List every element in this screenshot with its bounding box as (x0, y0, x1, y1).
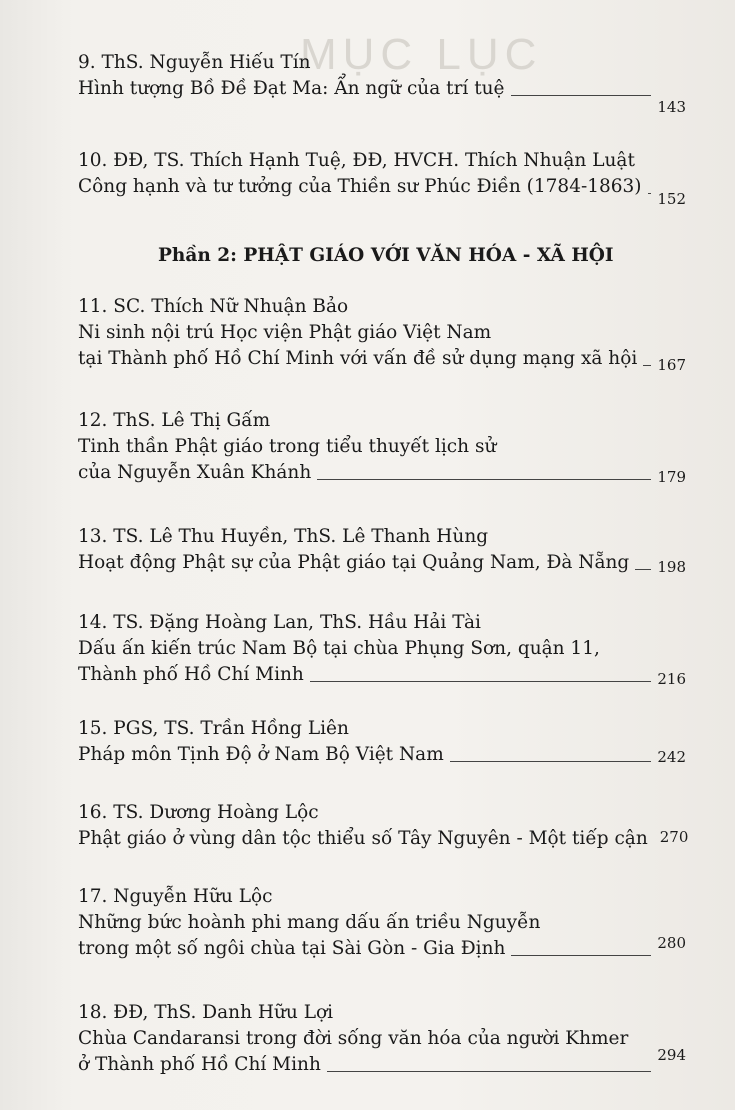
entry-author: 12. ThS. Lê Thị Gấm (78, 410, 271, 431)
dot-leader (511, 95, 652, 96)
entry-title: trong một số ngôi chùa tại Sài Gòn - Gia Định (78, 938, 506, 959)
page-number: 270 (659, 828, 689, 846)
entry-title-line (78, 1046, 686, 1078)
entry-title-line (78, 662, 686, 688)
dot-leader (648, 193, 652, 194)
entry-title: Phật giáo ở vùng dân tộc thiểu số Tây Nguyên - Một tiếp cận (78, 828, 648, 849)
entry-author: 17. Nguyễn Hữu Lộc (78, 886, 273, 907)
entry-title: ở Thành phố Hồ Chí Minh (78, 1054, 321, 1075)
entry-title: Hình tượng Bồ Đề Đạt Ma: Ẩn ngữ của trí tuệ (78, 78, 505, 99)
toc-entry (78, 50, 686, 116)
page-number: 152 (657, 190, 686, 208)
entry-author: 10. ĐĐ, TS. Thích Hạnh Tuệ, ĐĐ, HVCH. Thích Nhuận Luật (78, 150, 635, 171)
toc-entry (78, 148, 686, 208)
entry-title-line (78, 550, 686, 576)
entry-author: 16. TS. Dương Hoàng Lộc (78, 802, 319, 823)
entry-author: 14. TS. Đặng Hoàng Lan, ThS. Hầu Hải Tài (78, 612, 481, 633)
page-number: 242 (657, 748, 686, 766)
entry-author: 15. PGS, TS. Trần Hồng Liên (78, 718, 349, 739)
entry-title: Công hạnh và tư tưởng của Thiền sư Phúc Điền (1784-1863) (78, 176, 642, 197)
entry-title: Ni sinh nội trú Học viện Phật giáo Việt Nam (78, 322, 492, 343)
entry-title: tại Thành phố Hồ Chí Minh với vấn đề sử dụng mạng xã hội (78, 348, 638, 369)
entry-title: Dấu ấn kiến trúc Nam Bộ tại chùa Phụng Sơn, quận 11, (78, 638, 600, 659)
toc-entry (78, 610, 686, 688)
entry-title-line (78, 742, 686, 768)
entry-title-line (78, 460, 686, 486)
entry-author: 18. ĐĐ, ThS. Danh Hữu Lợi (78, 1002, 334, 1023)
page-number: 143 (657, 98, 686, 116)
entry-title: Pháp môn Tịnh Độ ở Nam Bộ Việt Nam (78, 744, 444, 765)
page-number: 280 (657, 934, 686, 952)
entry-title-line (78, 826, 689, 852)
page-number: 198 (657, 558, 686, 576)
toc-entry (78, 716, 686, 768)
entry-title-line (78, 76, 686, 116)
page-number: 179 (657, 468, 686, 486)
entry-title-line (78, 936, 686, 962)
entry-title: Những bức hoành phi mang dấu ấn triều Nguyễn (78, 912, 541, 933)
entry-title: Tinh thần Phật giáo trong tiểu thuyết lịch sử (78, 436, 497, 457)
page-number: 294 (657, 1046, 686, 1064)
toc-entry (78, 1000, 686, 1078)
entry-author: 11. SC. Thích Nữ Nhuận Bảo (78, 296, 349, 317)
entry-title: Chùa Candaransi trong đời sống văn hóa của người Khmer (78, 1028, 629, 1049)
entry-title-line (78, 174, 686, 208)
entry-author: 9. ThS. Nguyễn Hiếu Tín (78, 52, 311, 73)
toc-entry (78, 294, 686, 372)
dot-leader (327, 1071, 652, 1072)
section-heading: Phần 2: PHẬT GIÁO VỚI VĂN HÓA - XÃ HỘI (158, 245, 614, 266)
dot-leader (643, 365, 651, 366)
toc-entry (78, 800, 689, 852)
entry-title: của Nguyễn Xuân Khánh (78, 462, 312, 483)
dot-leader (635, 569, 651, 570)
page-number: 216 (657, 670, 686, 688)
dot-leader (317, 479, 651, 480)
dot-leader (310, 681, 652, 682)
bleed-through-header: MỤC LỤC (300, 30, 543, 79)
entry-title: Hoạt động Phật sự của Phật giáo tại Quảng Nam, Đà Nẵng (78, 552, 630, 573)
entry-author: 13. TS. Lê Thu Huyền, ThS. Lê Thanh Hùng (78, 526, 489, 547)
toc-entry (78, 408, 686, 486)
entry-title: Thành phố Hồ Chí Minh (78, 664, 304, 685)
dot-leader (511, 955, 651, 956)
toc-entry (78, 884, 686, 962)
toc-entry (78, 524, 686, 576)
dot-leader (450, 761, 652, 762)
page-number: 167 (657, 356, 686, 374)
entry-title-line (78, 346, 686, 372)
